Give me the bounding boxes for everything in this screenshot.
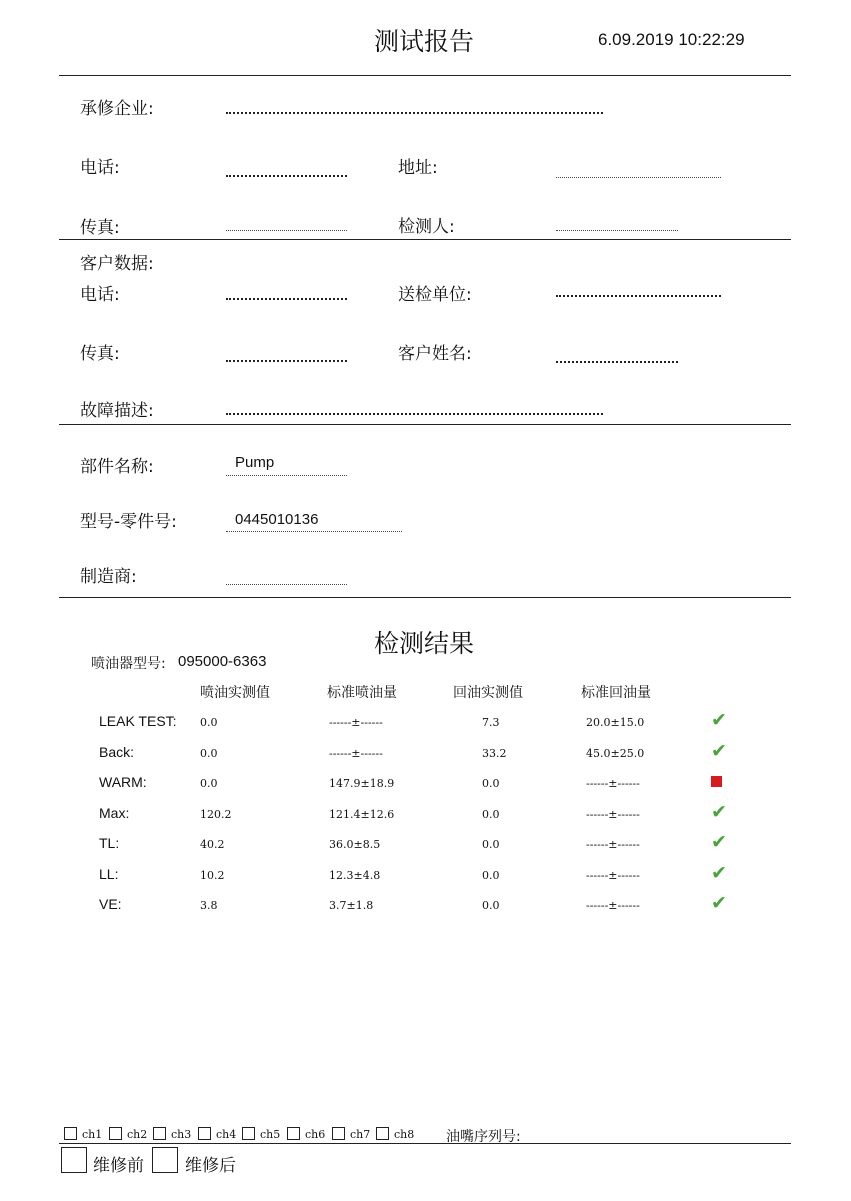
cell-ret: 33.2: [482, 747, 507, 760]
customer-name-label: 客户姓名:: [398, 344, 472, 364]
check-icon: ✔: [711, 801, 727, 823]
before-repair-label: 维修前: [93, 1156, 144, 1176]
row-label: LEAK TEST:: [99, 713, 177, 729]
row-label: TL:: [99, 835, 120, 851]
channel-checkbox[interactable]: [287, 1127, 300, 1140]
col-header-std-inj: 标准喷油量: [327, 685, 397, 701]
channel-checkbox[interactable]: [109, 1127, 122, 1140]
cell-std-ret: 20.0±15.0: [586, 716, 645, 729]
nozzle-serial-label: 油嘴序列号:: [446, 1129, 521, 1145]
address-field[interactable]: [556, 177, 721, 178]
channel-label: ch5: [260, 1128, 281, 1141]
row-label: Max:: [99, 805, 130, 821]
cell-ret: 0.0: [482, 808, 500, 821]
after-repair-checkbox[interactable]: [152, 1147, 178, 1173]
part-name-value: Pump: [235, 454, 275, 471]
report-datetime: 6.09.2019 10:22:29: [598, 30, 745, 49]
divider: [59, 239, 791, 240]
row-label: Back:: [99, 744, 135, 760]
part-name-label: 部件名称:: [80, 457, 154, 477]
divider: [59, 75, 791, 76]
row-label: WARM:: [99, 774, 147, 790]
channel-label: ch8: [394, 1128, 415, 1141]
row-label: VE:: [99, 896, 122, 912]
company-label: 承修企业:: [80, 99, 154, 119]
check-icon: ✔: [711, 862, 727, 884]
channel-label: ch1: [82, 1128, 103, 1141]
inspector-label: 检测人:: [398, 217, 455, 237]
repair-phone-field[interactable]: [226, 175, 347, 177]
before-repair-checkbox[interactable]: [61, 1147, 87, 1173]
cell-std-ret: 45.0±25.0: [586, 747, 645, 760]
injector-model-label: 喷油器型号:: [91, 656, 166, 672]
cell-std-inj: ------±------: [329, 716, 383, 729]
cell-std-inj: 121.4±12.6: [329, 808, 395, 821]
cell-ret: 7.3: [482, 716, 500, 729]
customer-phone-field[interactable]: [226, 298, 347, 300]
col-header-inj: 喷油实测值: [200, 685, 270, 701]
channel-checkbox[interactable]: [198, 1127, 211, 1140]
repair-fax-label: 传真:: [80, 218, 120, 238]
cell-inj: 40.2: [200, 838, 225, 851]
cell-inj: 0.0: [200, 716, 218, 729]
divider: [59, 1143, 791, 1144]
maker-field[interactable]: [226, 584, 347, 585]
injector-model-value: 095000-6363: [178, 653, 267, 670]
cell-inj: 3.8: [200, 899, 218, 912]
channel-label: ch4: [216, 1128, 237, 1141]
divider: [59, 597, 791, 598]
customer-name-field[interactable]: [556, 361, 678, 363]
channel-label: ch3: [171, 1128, 192, 1141]
customer-section-label: 客户数据:: [80, 254, 154, 274]
row-label: LL:: [99, 866, 119, 882]
repair-phone-label: 电话:: [80, 158, 120, 178]
check-icon: ✔: [711, 740, 727, 762]
customer-phone-label: 电话:: [80, 285, 120, 305]
part-name-field[interactable]: [226, 475, 347, 476]
model-field[interactable]: [226, 531, 402, 532]
cell-ret: 0.0: [482, 869, 500, 882]
cell-inj: 0.0: [200, 777, 218, 790]
address-label: 地址:: [398, 158, 438, 178]
check-icon: ✔: [711, 709, 727, 731]
check-icon: ✔: [711, 892, 727, 914]
channel-checkbox[interactable]: [242, 1127, 255, 1140]
cell-std-inj: 3.7±1.8: [329, 899, 374, 912]
channel-label: ch2: [127, 1128, 148, 1141]
unit-label: 送检单位:: [398, 285, 472, 305]
fault-field[interactable]: [226, 413, 603, 415]
check-icon: ✔: [711, 831, 727, 853]
cell-std-inj: 12.3±4.8: [329, 869, 381, 882]
page-title: 测试报告: [374, 27, 475, 56]
unit-field[interactable]: [556, 295, 721, 297]
cell-inj: 10.2: [200, 869, 225, 882]
cell-std-ret: ------±------: [586, 838, 640, 851]
channel-checkbox[interactable]: [376, 1127, 389, 1140]
channel-checkbox[interactable]: [332, 1127, 345, 1140]
cell-ret: 0.0: [482, 838, 500, 851]
cell-std-inj: ------±------: [329, 747, 383, 760]
results-title: 检测结果: [374, 629, 475, 658]
channel-checkbox[interactable]: [64, 1127, 77, 1140]
cell-inj: 0.0: [200, 747, 218, 760]
red-square-icon: [711, 776, 722, 787]
channel-checkbox[interactable]: [153, 1127, 166, 1140]
cell-std-ret: ------±------: [586, 899, 640, 912]
channel-label: ch6: [305, 1128, 326, 1141]
model-label: 型号-零件号:: [80, 512, 177, 532]
fault-label: 故障描述:: [80, 401, 154, 421]
customer-fax-label: 传真:: [80, 344, 120, 364]
col-header-ret: 回油实测值: [453, 685, 523, 701]
cell-std-ret: ------±------: [586, 777, 640, 790]
customer-fax-field[interactable]: [226, 360, 347, 362]
maker-label: 制造商:: [80, 567, 137, 587]
after-repair-label: 维修后: [185, 1156, 236, 1176]
cell-std-inj: 147.9±18.9: [329, 777, 395, 790]
cell-std-ret: ------±------: [586, 869, 640, 882]
inspector-field[interactable]: [556, 230, 678, 231]
repair-fax-field[interactable]: [226, 230, 347, 231]
cell-std-ret: ------±------: [586, 808, 640, 821]
model-value: 0445010136: [235, 511, 319, 528]
col-header-std-ret: 标准回油量: [581, 685, 651, 701]
channel-label: ch7: [350, 1128, 371, 1141]
cell-ret: 0.0: [482, 899, 500, 912]
company-field[interactable]: [226, 112, 603, 114]
cell-std-inj: 36.0±8.5: [329, 838, 381, 851]
cell-inj: 120.2: [200, 808, 232, 821]
cell-ret: 0.0: [482, 777, 500, 790]
divider: [59, 424, 791, 425]
